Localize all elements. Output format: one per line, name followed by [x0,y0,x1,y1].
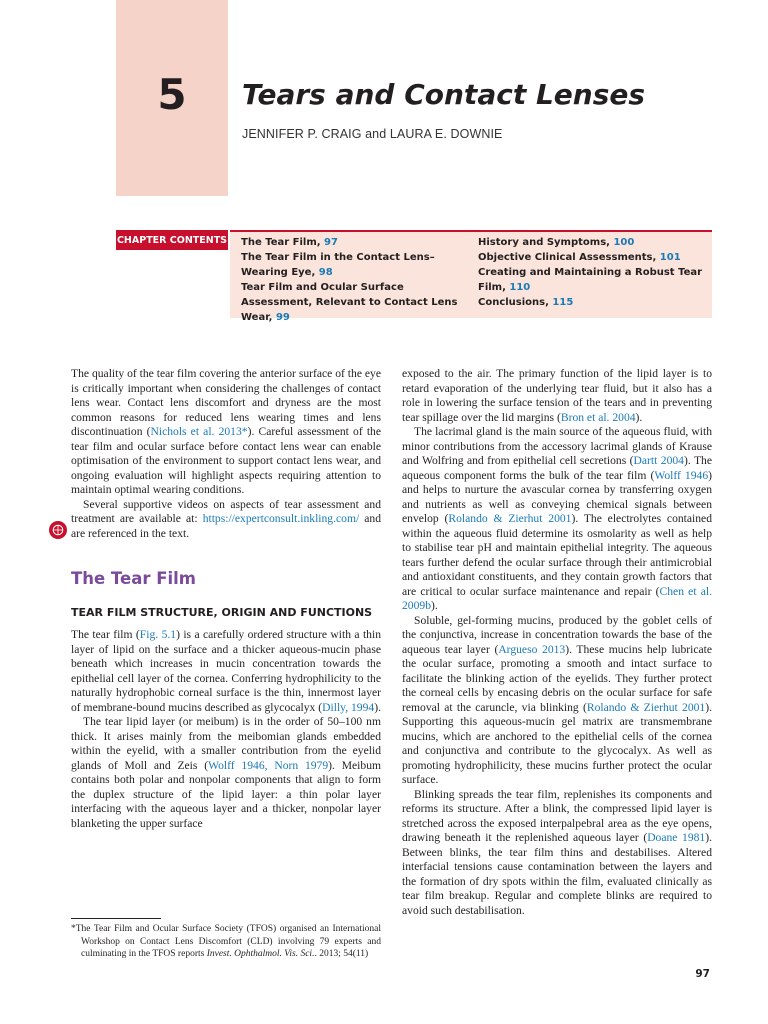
citation-link[interactable]: Rolando & Zierhut 2001 [586,700,706,714]
citation-link[interactable]: Nichols et al. 2013* [150,425,248,438]
citation-link[interactable]: Rolando & Zierhut 2001 [448,512,572,525]
page-number: 97 [695,968,710,980]
chapter-authors: JENNIFER P. CRAIG and LAURA E. DOWNIE [242,127,503,141]
section-heading: The Tear Film [71,569,196,588]
paragraph: Blinking spreads the tear film, replenishes its components and reforms its structure. After a blink, the compressed lipid layer is stretched across the exposed interpalpebral area as the eye opens, drawing beneath it the replenished aqueous layer (Doane 1981). Between blinks, the tear film thins and destabilises. Altered interfacial tensions cause contamination between the layers and the formation of dry spots within the film, evaluated clinically as tear film breakup. Regular and complete blinks are required to avoid such destabilisation. [402,787,712,917]
chapter-contents-label: CHAPTER CONTENTS [116,230,228,250]
toc-item[interactable]: Objective Clinical Assessments, 101 [478,252,681,263]
toc-page-link[interactable]: 115 [552,297,574,308]
toc-item[interactable]: Tear Film and Ocular Surface Assessment, Relevant to Contact Lens Wear, 99 [241,282,458,323]
paragraph: The tear film (Fig. 5.1) is a carefully ordered structure with a thin layer of lipid on the surface and a thicker aqueous-mucin phase beneath which increases in mucin concentration towards the epithelial cell layer of the cornea. Conferring hydrophilicity to the naturally hydrophobic corneal surface is the thin, innermost layer of membrane-bound mucins described as glycocalyx (Dilly, 1994). [71,628,381,714]
paragraph: Several supportive videos on aspects of tear assessment and treatment are available at: https://expertconsult.inkling.com/ and are referenced in the text. [71,497,381,540]
toc-item[interactable]: Creating and Maintaining a Robust Tear Film, 110 [478,267,703,293]
figure-link[interactable]: Fig. 5.1 [139,628,177,641]
footnote: *The Tear Film and Ocular Surface Society (TFOS) organised an International Workshop on Contact Lens Discomfort (CLD) involving 79 experts and culminating in the TFOS reports Invest. Ophthalmol. Vis. Sci.. 2013; 54(11) [71,924,381,960]
paragraph: The lacrimal gland is the main source of the aqueous fluid, with minor contributions from the accessory lacrimal glands of Krause and Wolfring and from epithelial cell secretions (Dartt 2004). The aqueous component forms the bulk of the tear film (Wolff 1946) and helps to nurture the avascular cornea by transferring oxygen and nutrients as well as conveying chemical signals between envelop (Rolando & Zierhut 2001). The electrolytes contained within the aqueous fluid determine its osmolarity as well as help to stabilise tear pH and maintain epithelial integrity. The aqueous tears further defend the ocular surface through their antimicrobial and antioxidant constituents, and they contain growth factors that are critical to ocular surface maintenance and repair (Chen et al. 2009b). [402,425,712,612]
toc-page-link[interactable]: 98 [318,267,333,278]
citation-link[interactable]: Doane 1981 [647,831,706,844]
contents-column-2 [478,235,704,310]
toc-item[interactable]: Conclusions, 115 [478,297,574,308]
toc-page-link[interactable]: 97 [324,237,338,248]
paragraph: exposed to the air. The primary function of the lipid layer is to retard evaporation of the underlying tear fluid, but it also has a role in lowering the surface tension of the tears and in preventing tear spillage over the lid margins (Bron et al. 2004). [402,367,712,424]
citation-link[interactable]: Dilly, 1994 [322,700,375,714]
paragraph: The tear lipid layer (or meibum) is in the order of 50–100 nm thick. It arises mainly from the meibomian glands embedded within the eyelid, with a smaller contribution from the eyelid glands of Moll and Zeis (Wolff 1946, Norn 1979). Meibum contains both polar and nonpolar components that align to form the duplex structure of the lipid layer: a thin polar layer interfacing with the aqueous layer and a thicker, nonpolar layer blanketing the upper surface [71,715,381,830]
video-url-link[interactable]: https://expertconsult.inkling.com/ [202,512,360,525]
toc-item[interactable]: The Tear Film in the Contact Lens–Wearing Eye, 98 [241,252,435,278]
right-column [402,367,712,959]
toc-page-link[interactable]: 110 [509,282,531,293]
chapter-title: Tears and Contact Lenses [242,78,646,111]
paragraph: Soluble, gel-forming mucins, produced by the goblet cells of the conjunctiva, increase in concentration towards the base of the aqueous tear layer (Argueso 2013). These mucins help lubricate the ocular surface, promoting a smooth and intact surface to facilitate the blinking action of the eyelids. They further protect the corneal cells by encasing debris on the ocular surface for safe removal at the caruncle, via blinking (Rolando & Zierhut 2001). Supporting this aqueous-mucin gel matrix are transmembrane mucins, which are anchored to the epithelial cells of the cornea and conjunctiva and contribute to the glycocalyx. As well as promoting hydrophilicity, these mucins further protect the ocular surface. [402,613,712,786]
left-column [71,367,381,887]
paragraph: The quality of the tear film covering the anterior surface of the eye is critically important when considering the challenges of contact lens wear. Contact lens discomfort and dryness are the most common reasons for reduced lens wearing times and lens discontinuation (Nichols et al. 2013*). Careful assessment of the tear film and ocular surface before contact lens wear can enable optimisation of the environment to support contact lens wear, and ongoing evaluation will highlight aspects requiring attention to maintain optimal wearing conditions. [71,367,381,496]
citation-link[interactable]: Wolff 1946, Norn 1979 [208,758,329,772]
citation-link[interactable]: Wolff 1946 [654,468,709,482]
footnote-rule [71,918,161,919]
chapter-contents-box [230,230,712,323]
contents-column-1 [241,235,469,325]
citation-link[interactable]: Argueso 2013 [498,642,566,656]
citation-link[interactable]: Chen et al. 2009b [402,584,712,612]
toc-page-link[interactable]: 101 [659,252,681,263]
toc-item[interactable]: The Tear Film, 97 [241,237,338,248]
sub-heading: TEAR FILM STRUCTURE, ORIGIN AND FUNCTIONS [71,606,373,619]
toc-page-link[interactable]: 100 [613,237,635,248]
video-play-icon[interactable] [49,521,67,539]
citation-link[interactable]: Dartt 2004 [633,454,684,467]
chapter-number: 5 [157,70,187,119]
citation-link[interactable]: Bron et al. 2004 [560,410,636,424]
toc-item[interactable]: History and Symptoms, 100 [478,237,635,248]
chapter-number-box [116,0,228,196]
toc-page-link[interactable]: 99 [275,312,290,323]
